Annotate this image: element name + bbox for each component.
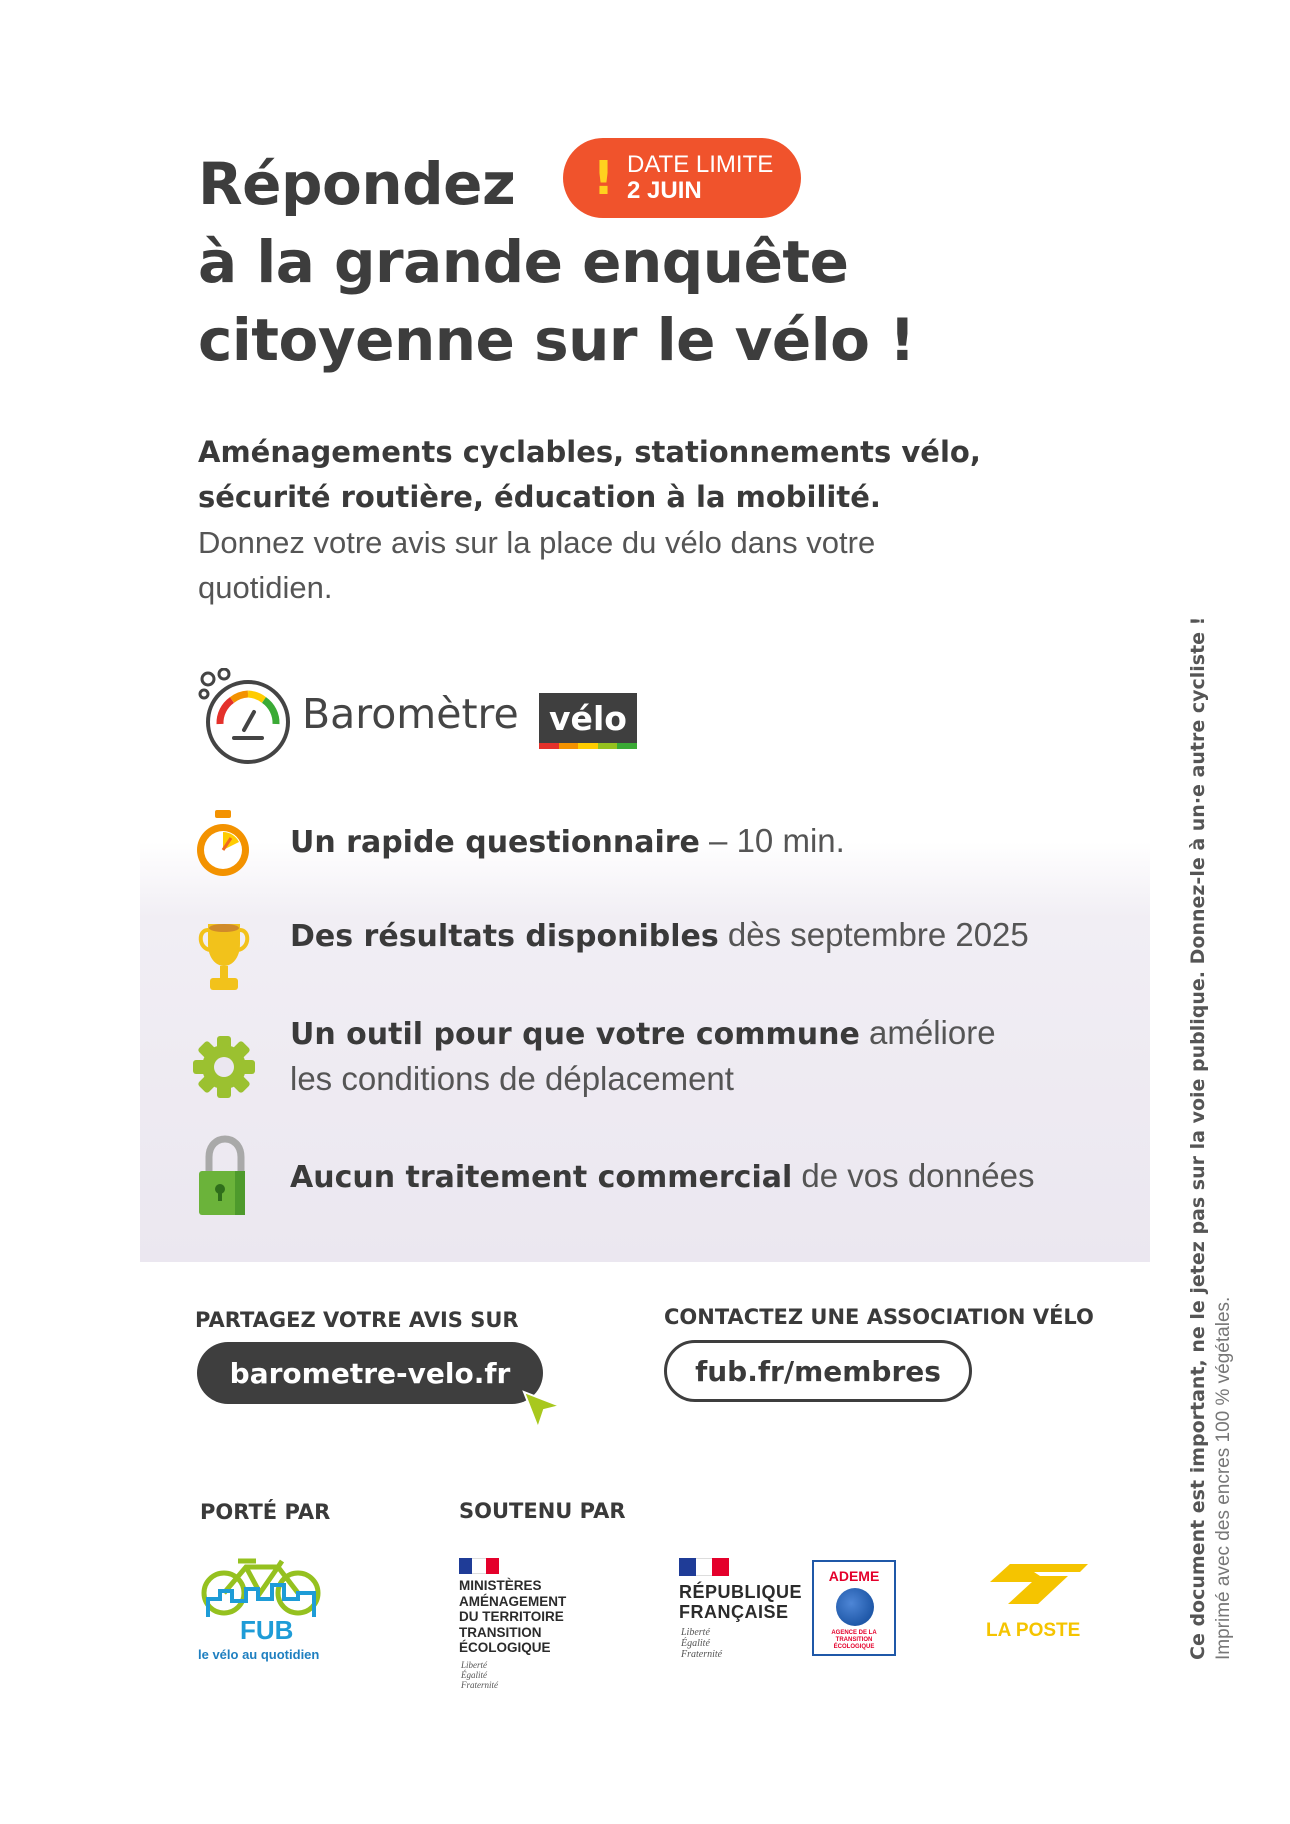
deadline-label: DATE LIMITE [627, 151, 774, 178]
laposte-name: LA POSTE [986, 1620, 1081, 1641]
stopwatch-icon [193, 808, 253, 880]
intro-bold-line-2: sécurité routière, éducation à la mobilité. [198, 480, 881, 514]
ademe-name: ADEME [828, 1568, 880, 1584]
motto-fraternite: Fraternité [681, 1649, 723, 1660]
fub-tagline: le vélo au quotidien [198, 1647, 320, 1662]
feature-4: Aucun traitement commercial de vos données [290, 1157, 1035, 1195]
velo-tag-stripe [539, 743, 637, 749]
side-note-normal: Imprimé avec des encres 100 % végétales. [1213, 1296, 1234, 1660]
supported-by-label: SOUTENU PAR [459, 1499, 626, 1523]
motto-egalite: Égalité [681, 1638, 710, 1649]
flag-stripe-blue [679, 1558, 696, 1576]
headline-line-2: à la grande enquête [198, 228, 849, 296]
ministries-logo-text [459, 1578, 566, 1656]
ademe-logo [812, 1560, 896, 1656]
feature-3: Un outil pour que votre commune améliore [290, 1014, 996, 1052]
stripe-segment-1 [539, 743, 559, 749]
deadline-badge [563, 138, 801, 218]
republic-line-2: FRANÇAISE [679, 1602, 789, 1622]
stripe-segment-4 [598, 743, 618, 749]
motto-liberte: Liberté [681, 1627, 710, 1638]
fub-logo-icon [198, 1555, 326, 1619]
ministries-line-3: DU TERRITOIRE [459, 1609, 564, 1624]
ademe-subtitle: AGENCE DE LA TRANSITION ÉCOLOGIQUE [831, 1630, 877, 1650]
ministries-line-4: TRANSITION [459, 1624, 542, 1640]
share-title: PARTAGEZ VOTRE AVIS SUR [195, 1308, 519, 1332]
feature-3-line-2: les conditions de déplacement [290, 1060, 734, 1097]
side-note [1185, 617, 1237, 1660]
barometre-velo-link[interactable]: barometre-velo.fr [197, 1342, 543, 1404]
flag-stripe-white [696, 1558, 713, 1576]
padlock-icon [195, 1135, 251, 1219]
motto-liberte: Liberté [461, 1660, 487, 1670]
laposte-bird-icon [988, 1562, 1100, 1612]
gear-icon [193, 1032, 255, 1102]
intro-bold-line-1: Aménagements cyclables, stationnements vélo, [198, 435, 981, 469]
headline-line-1: Répondez [198, 150, 516, 218]
republic-logo-text [679, 1582, 802, 1622]
fub-name: FUB [240, 1615, 294, 1645]
republic-line-1: RÉPUBLIQUE [679, 1582, 803, 1602]
stripe-segment-5 [617, 743, 637, 749]
motto-fraternite: Fraternité [461, 1680, 498, 1690]
fub-membres-link[interactable]: fub.fr/membres [664, 1340, 972, 1402]
intro-normal-line-2: quotidien. [198, 570, 333, 605]
ministries-line-2: AMÉNAGEMENT [459, 1593, 567, 1609]
flag-stripe-blue [459, 1558, 472, 1574]
velo-tag: vélo [539, 693, 637, 743]
globe-icon [836, 1588, 874, 1626]
ministries-line-1: MINISTÈRES [459, 1578, 542, 1593]
headline-line-3: citoyenne sur le vélo ! [198, 306, 916, 374]
marianne-flag-icon [459, 1558, 499, 1574]
barometer-title: Baromètre [302, 690, 519, 738]
republic-motto [681, 1627, 722, 1660]
barometer-gauge-icon [196, 668, 296, 768]
carried-by-label: PORTÉ PAR [200, 1500, 331, 1524]
flag-stripe-red [712, 1558, 729, 1576]
contact-title: CONTACTEZ UNE ASSOCIATION VÉLO [664, 1305, 1094, 1329]
side-note-bold: Ce document est important, ne le jetez pas sur la voie publique. Donnez-le à un·e autre cycliste ! [1187, 616, 1209, 1660]
republic-flag-icon [679, 1558, 729, 1576]
stripe-segment-2 [559, 743, 579, 749]
feature-1: Un rapide questionnaire – 10 min. [290, 822, 845, 860]
ministries-motto [461, 1660, 498, 1690]
ministries-line-5: ÉCOLOGIQUE [459, 1640, 551, 1655]
deadline-date: 2 JUIN [627, 177, 702, 204]
flag-stripe-white [472, 1558, 485, 1574]
cursor-pointer-icon [520, 1388, 564, 1432]
feature-2: Des résultats disponibles dès septembre 2025 [290, 916, 1029, 954]
intro-normal-line-1: Donnez votre avis sur la place du vélo dans votre [198, 525, 876, 560]
stripe-segment-3 [578, 743, 598, 749]
flag-stripe-red [486, 1558, 499, 1574]
motto-egalite: Égalité [461, 1670, 487, 1680]
trophy-icon [196, 920, 252, 996]
exclamation-icon: ! [593, 151, 614, 205]
